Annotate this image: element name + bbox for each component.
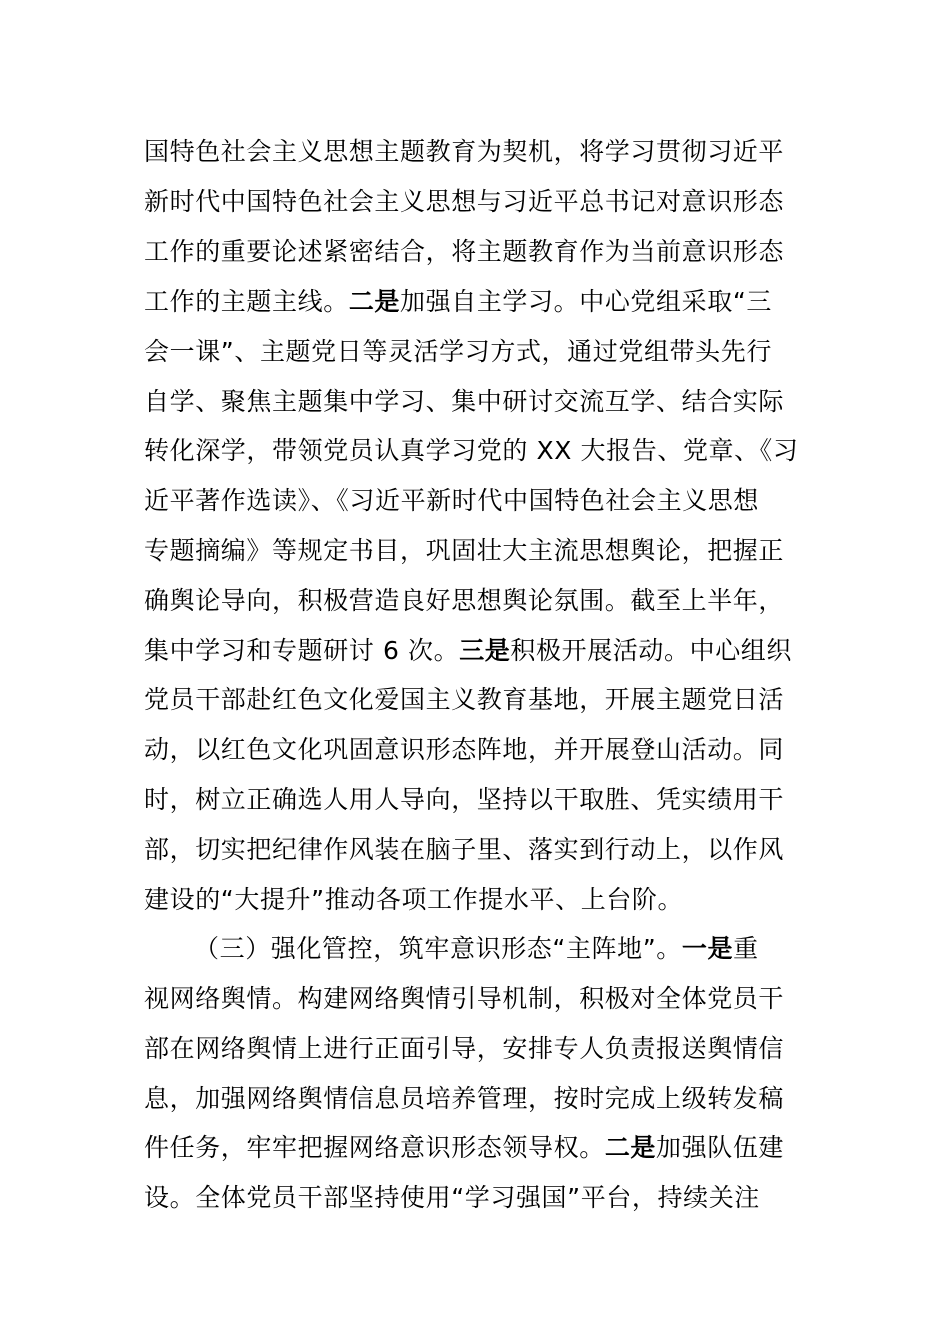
text-line: 部在网络舆情上进行正面引导，安排专人负责报送舆情信 bbox=[144, 1034, 785, 1063]
text-line: 转化深学，带领党员认真学习党的 XX 大报告、党章、《习 bbox=[144, 436, 799, 465]
bold-lead: 二是 bbox=[604, 1133, 657, 1162]
text-line: 专题摘编》等规定书目，巩固壮大主流思想舆论，把握正 bbox=[144, 536, 785, 565]
text-line: 息，加强网络舆情信息员培养管理，按时完成上级转发稿 bbox=[144, 1084, 785, 1113]
text-line: 视网络舆情。构建网络舆情引导机制，积极对全体党员干 bbox=[144, 984, 785, 1013]
text-line: 党员干部赴红色文化爱国主义教育基地，开展主题党日活 bbox=[144, 685, 785, 714]
text-line: 动，以红色文化巩固意识形态阵地，并开展登山活动。同 bbox=[144, 735, 785, 764]
section-heading: （三）强化管控，筑牢意识形态“主阵地”。 bbox=[194, 934, 682, 963]
text-line: 工作的重要论述紧密结合，将主题教育作为当前意识形态 bbox=[144, 237, 785, 266]
bold-lead: 一是 bbox=[681, 934, 734, 963]
text-line: 新时代中国特色社会主义思想与习近平总书记对意识形态 bbox=[144, 187, 785, 216]
text-line: 件任务，牢牢把握网络意识形态领导权。二是加强队伍建 bbox=[144, 1133, 785, 1162]
text-line: 确舆论导向，积极营造良好思想舆论氛围。截至上半年， bbox=[144, 586, 785, 615]
text-line: 会一课”、主题党日等灵活学习方式，通过党组带头先行 bbox=[144, 337, 772, 366]
text-line: 部，切实把纪律作风装在脑子里、落实到行动上，以作风 bbox=[144, 835, 785, 864]
text-line: 近平著作选读》、《习近平新时代中国特色社会主义思想 bbox=[144, 486, 760, 515]
bold-lead: 三是 bbox=[459, 636, 511, 665]
text-line: 工作的主题主线。二是加强自主学习。中心党组采取“三 bbox=[144, 287, 772, 316]
text-line: 集中学习和专题研讨 6 次。三是积极开展活动。中心组织 bbox=[144, 636, 793, 665]
bold-lead: 二是 bbox=[348, 287, 401, 316]
text-line: 时，树立正确选人用人导向，坚持以干取胜、凭实绩用干 bbox=[144, 785, 785, 814]
text-line: 设。全体党员干部坚持使用“学习强国”平台，持续关注 bbox=[144, 1183, 760, 1212]
section-heading-line: （三）强化管控，筑牢意识形态“主阵地”。一是重 bbox=[194, 934, 759, 963]
text-line: 自学、聚焦主题集中学习、集中研讨交流互学、结合实际 bbox=[144, 387, 785, 416]
text-line: 建设的“大提升”推动各项工作提水平、上台阶。 bbox=[144, 885, 684, 914]
text-line: 国特色社会主义思想主题教育为契机，将学习贯彻习近平 bbox=[144, 137, 785, 166]
